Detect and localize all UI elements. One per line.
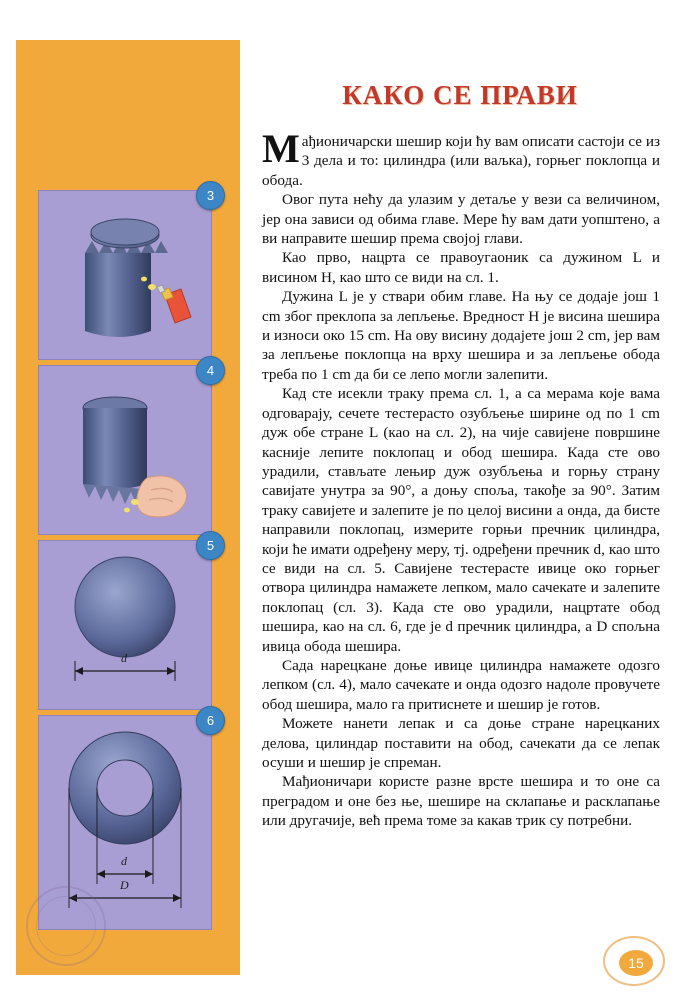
drop-cap: М <box>262 126 300 171</box>
figure-5-badge: 5 <box>196 531 225 560</box>
figure-4 <box>38 363 215 535</box>
bottom-white-margin <box>0 975 679 1000</box>
paragraph-1 <box>262 126 660 190</box>
article-body <box>262 126 660 831</box>
paragraph-3: Као прво, нацрта се правоугаоник са дужином L и висином H, као што се види на сл. 1. <box>262 249 660 286</box>
top-white-margin <box>0 0 679 40</box>
figure-4-badge: 4 <box>196 356 225 385</box>
library-stamp <box>26 886 106 966</box>
paragraph-2: Овог пута нећу да улазим у детаље у вези са величином, јер она зависи од обима главе. Мере ћу вам дати уопштено, а ви направите шешир према својој глави. <box>262 191 660 248</box>
paragraph-1-text: ађионичарски шешир који ћу вам описати састоји се из 3 дела и то: цилиндра (или ваљка), горњег поклопца и обода. <box>262 133 660 189</box>
figure-6-dimension-D: D <box>120 878 129 892</box>
figure-4-illustration <box>39 366 211 534</box>
cylinder-bottom-gluing-illustration <box>39 366 211 534</box>
left-white-margin <box>0 40 16 975</box>
figure-6-badge: 6 <box>196 706 225 735</box>
figure-6-dimension-d: d <box>121 854 127 868</box>
paragraph-4: Дужина L је у ствари обим главе. На њу се додаје још 1 cm због преклопа за лепљење. Вредност H је висина шешира и износи око 15 cm. На ову висину додајете још 2 cm, јер вам за лепљење поклопца на врху шешира и за лепљење обода треба по 1 cm да би се лепо могли залепити. <box>262 288 660 383</box>
cylinder-with-lid-illustration <box>39 191 211 359</box>
paragraph-7: Можете нанети лепак и са доње стране нарецканих делова, цилиндар поставити на обод, сачекати да се лепак осуши и шешир је спреман. <box>262 715 660 771</box>
paragraph-5: Кад сте исекли траку према сл. 1, а са мерама које вама одговарају, сечете тестерасто озубљење ширине од по 1 cm дуж обе стране L (као на сл. 2), на чије савијене површине касније лепите поклопац и обод шешира. Када сте ово урадили, стављате лењир дуж озубљења и горњу страну савијате унутра за 90°, а доњу споља, такође за 90°. Затим траку савијете и залепите је по целој висини а онда, да бисте направили поклопац, измерите горњи пречник цилиндра, који ће имати одређену меру, тј. одређени пречник d, као што се види на сл. 5. Савијене тестерасте ивице око горњег отвора цилиндра намажете лепком, мало сачекате и залепите поклопац (сл. 3). Када сте ово урадили, нацртате обод шешира, као на сл. 6, где је d пречник цилиндра, а D спољна ивица обода шешира. <box>262 385 660 655</box>
page-title: КАКО СЕ ПРАВИ <box>342 80 578 110</box>
figure-5 <box>38 538 215 710</box>
figure-5-dimension-d: d <box>121 651 127 665</box>
hand-illustration <box>137 476 187 517</box>
paragraph-6: Сада нарецкане доње ивице цилиндра намажете одозго лепком (сл. 4), мало сачекате и онда одозго надоле провучете обод шешира, мало га притиснете и шешир је готов. <box>262 656 660 713</box>
glue-tube-icon <box>157 285 191 323</box>
figure-5-illustration <box>39 541 211 709</box>
figure-3 <box>38 188 215 360</box>
page-number: 15 <box>619 950 653 976</box>
figure-3-badge: 3 <box>196 181 225 210</box>
paragraph-8: Мађионичари користе разне врсте шешира и то оне са преградом и оне без ње, шешире на склапање и расклапање или другачије, већ према томе за какав трик су потребни. <box>262 773 660 830</box>
figure-3-illustration <box>39 191 211 359</box>
lid-circle-illustration <box>39 541 211 709</box>
